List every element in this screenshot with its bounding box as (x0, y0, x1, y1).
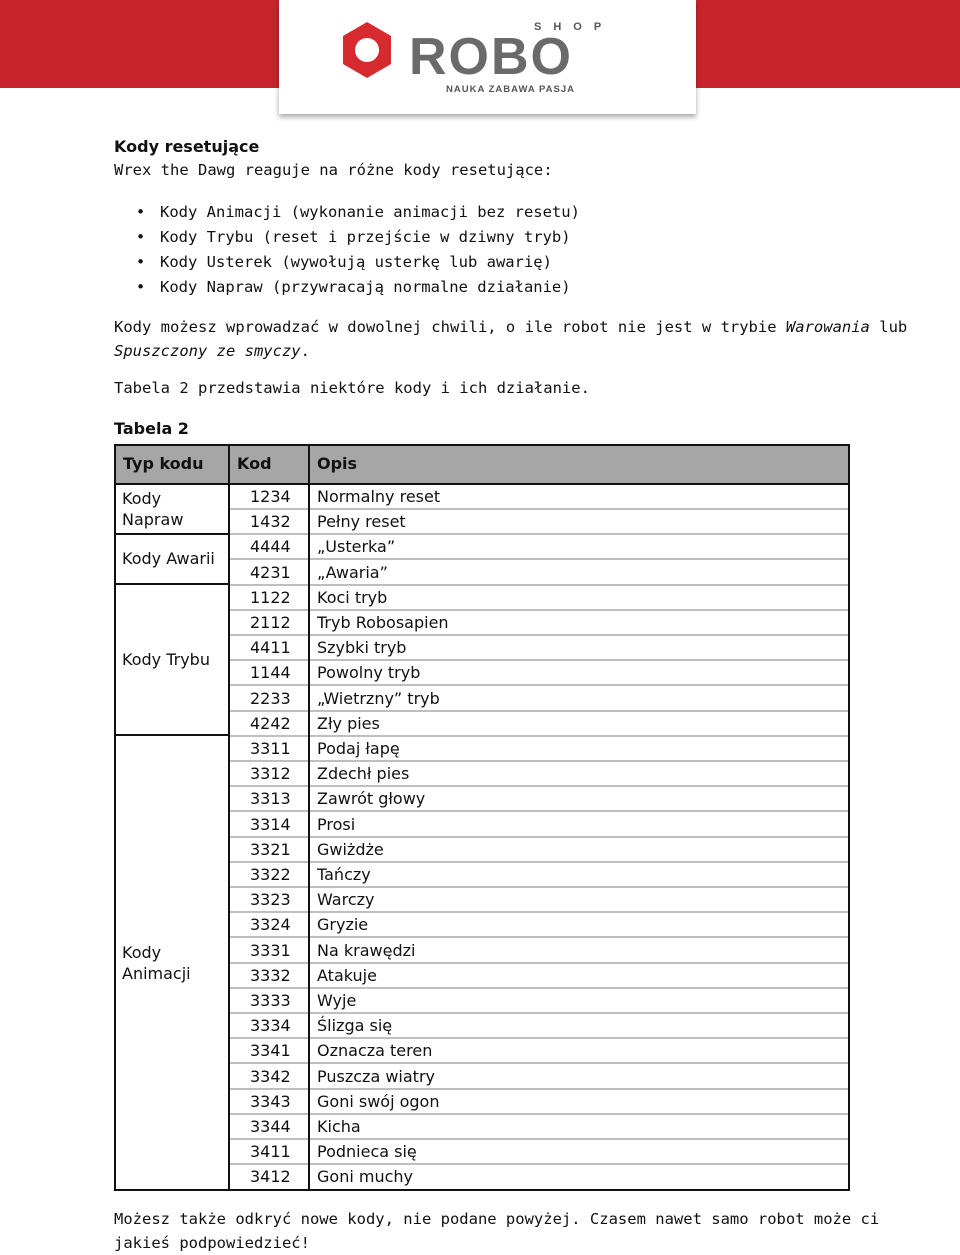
description-cell: Atakuje (317, 965, 377, 985)
logo-tagline-text: NAUKA ZABAWA PASJA (446, 84, 576, 95)
list-item: • Kody Animacji (wykonanie animacji bez resetu) (136, 203, 580, 221)
footer-note: Możesz także odkryć nowe kody, nie podane powyżej. Czasem nawet samo robot może ci jakieś podpowiedzieć! (114, 1210, 880, 1252)
table-row (230, 1165, 848, 1190)
code-cell: 3331 (250, 940, 291, 960)
code-cell: 3334 (250, 1016, 291, 1036)
logo-shop-text: SHOP (534, 21, 614, 33)
description-cell: Normalny reset (317, 487, 441, 506)
bullet-icon: • (136, 278, 146, 296)
code-cell: 4444 (250, 537, 291, 557)
description-cell: Goni muchy (317, 1167, 413, 1187)
description-cell: Oznacza teren (317, 1041, 433, 1061)
description-cell: Zdechł pies (317, 764, 410, 784)
header-desc: Opis (317, 454, 358, 473)
table-row (230, 838, 848, 863)
code-cell: 1144 (250, 663, 291, 683)
table-row (230, 485, 848, 510)
group-divider (116, 533, 228, 535)
table-row (230, 535, 848, 560)
description-cell: Pełny reset (317, 512, 406, 532)
intro-text: Wrex the Dawg reaguje na różne kody resetujące: (114, 161, 553, 179)
code-cell: 1122 (250, 587, 291, 607)
table-row (230, 1065, 848, 1090)
logo-brand-text: ROBO (409, 28, 573, 86)
code-cell: 3311 (250, 739, 291, 758)
description-cell: „Awaria” (317, 562, 388, 582)
column-divider (308, 446, 310, 1189)
description-cell: Szybki tryb (317, 638, 407, 658)
code-cell: 3412 (250, 1167, 291, 1187)
table-row (230, 964, 848, 989)
description-cell: Warczy (317, 890, 375, 910)
code-cell: 3323 (250, 890, 291, 910)
table-row (230, 561, 848, 586)
description-cell: Tryb Robosapien (317, 613, 449, 632)
code-cell: 3332 (250, 965, 291, 985)
description-cell: Na krawędzi (317, 940, 416, 960)
bullet-icon: • (136, 203, 146, 221)
description-cell: Ślizga się (317, 1016, 393, 1036)
table-row (230, 1014, 848, 1039)
table-row (230, 863, 848, 888)
table-row (230, 888, 848, 913)
description-cell: „Wietrzny” tryb (317, 688, 440, 708)
table-row (230, 813, 848, 838)
description-cell: Wyje (317, 991, 357, 1010)
list-item: • Kody Usterek (wywołują usterkę lub awarię) (136, 253, 552, 271)
code-cell: 2233 (250, 688, 291, 708)
table-row (230, 1039, 848, 1064)
table-row (230, 661, 848, 686)
code-cell: 3344 (250, 1117, 291, 1136)
code-cell: 3322 (250, 865, 291, 884)
table-caption: Tabela 2 (114, 419, 189, 438)
table-row (230, 1090, 848, 1115)
description-cell: „Usterka” (317, 537, 396, 557)
description-cell: Gryzie (317, 915, 369, 935)
group-label-trybu: Kody Trybu (122, 650, 210, 669)
description-cell: Goni swój ogon (317, 1091, 440, 1111)
table-row (230, 737, 848, 762)
group-label-napraw: Kody Napraw (122, 489, 184, 529)
table-row (230, 712, 848, 737)
description-cell: Zły pies (317, 713, 380, 733)
description-cell: Podaj łapę (317, 739, 400, 758)
code-cell: 3343 (250, 1091, 291, 1111)
table-row (230, 989, 848, 1014)
table-row (230, 636, 848, 661)
code-cell: 4231 (250, 562, 291, 582)
code-cell: 3313 (250, 789, 291, 809)
table-row (230, 787, 848, 812)
table-row (230, 1140, 848, 1165)
code-types-list (136, 201, 580, 301)
table-intro-text: Tabela 2 przedstawia niektóre kody i ich działanie. (114, 379, 590, 397)
table-header (116, 446, 848, 485)
description-cell: Podnieca się (317, 1142, 417, 1162)
code-cell: 3321 (250, 839, 291, 859)
code-cell: 3314 (250, 814, 291, 834)
header-type: Typ kodu (123, 454, 204, 473)
description-cell: Zawrót głowy (317, 789, 426, 809)
code-cell: 3324 (250, 915, 291, 935)
description-cell: Powolny tryb (317, 663, 421, 683)
code-cell: 3333 (250, 991, 291, 1010)
codes-table (114, 444, 850, 1191)
logo (279, 0, 696, 114)
table-row (230, 687, 848, 712)
code-cell: 1234 (250, 487, 291, 506)
table-row (230, 1115, 848, 1140)
code-cell: 3411 (250, 1142, 291, 1162)
description-cell: Gwiżdże (317, 839, 384, 859)
description-cell: Kicha (317, 1117, 361, 1136)
code-cell: 3342 (250, 1066, 291, 1086)
group-divider (116, 583, 228, 585)
group-divider (116, 734, 228, 736)
list-item: • Kody Napraw (przywracają normalne działanie) (136, 278, 571, 296)
code-cell: 3341 (250, 1041, 291, 1061)
description-cell: Puszcza wiatry (317, 1066, 435, 1086)
description-cell: Koci tryb (317, 587, 388, 607)
table-row (230, 913, 848, 938)
bullet-icon: • (136, 253, 146, 271)
header-code: Kod (237, 454, 272, 473)
description-cell: Tańczy (317, 865, 371, 884)
table-row (230, 586, 848, 611)
table-row (230, 762, 848, 787)
group-label-awarii: Kody Awarii (122, 549, 215, 568)
list-item: • Kody Trybu (reset i przejście w dziwny tryb) (136, 228, 571, 246)
group-label-animacji: Kody Animacji (122, 943, 191, 983)
code-cell: 3312 (250, 764, 291, 784)
usage-paragraph: Kody możesz wprowadzać w dowolnej chwili, o ile robot nie jest w trybie Warowania lub Spuszczony ze smyczy. (114, 318, 908, 360)
column-divider (228, 446, 230, 1189)
code-cell: 4242 (250, 713, 291, 733)
table-row (230, 510, 848, 535)
code-cell: 1432 (250, 512, 291, 532)
table-row (230, 939, 848, 964)
code-cell: 4411 (250, 638, 291, 658)
bullet-icon: • (136, 228, 146, 246)
code-cell: 2112 (250, 613, 291, 632)
section-title: Kody resetujące (114, 137, 260, 156)
table-row (230, 611, 848, 636)
description-cell: Prosi (317, 814, 356, 834)
